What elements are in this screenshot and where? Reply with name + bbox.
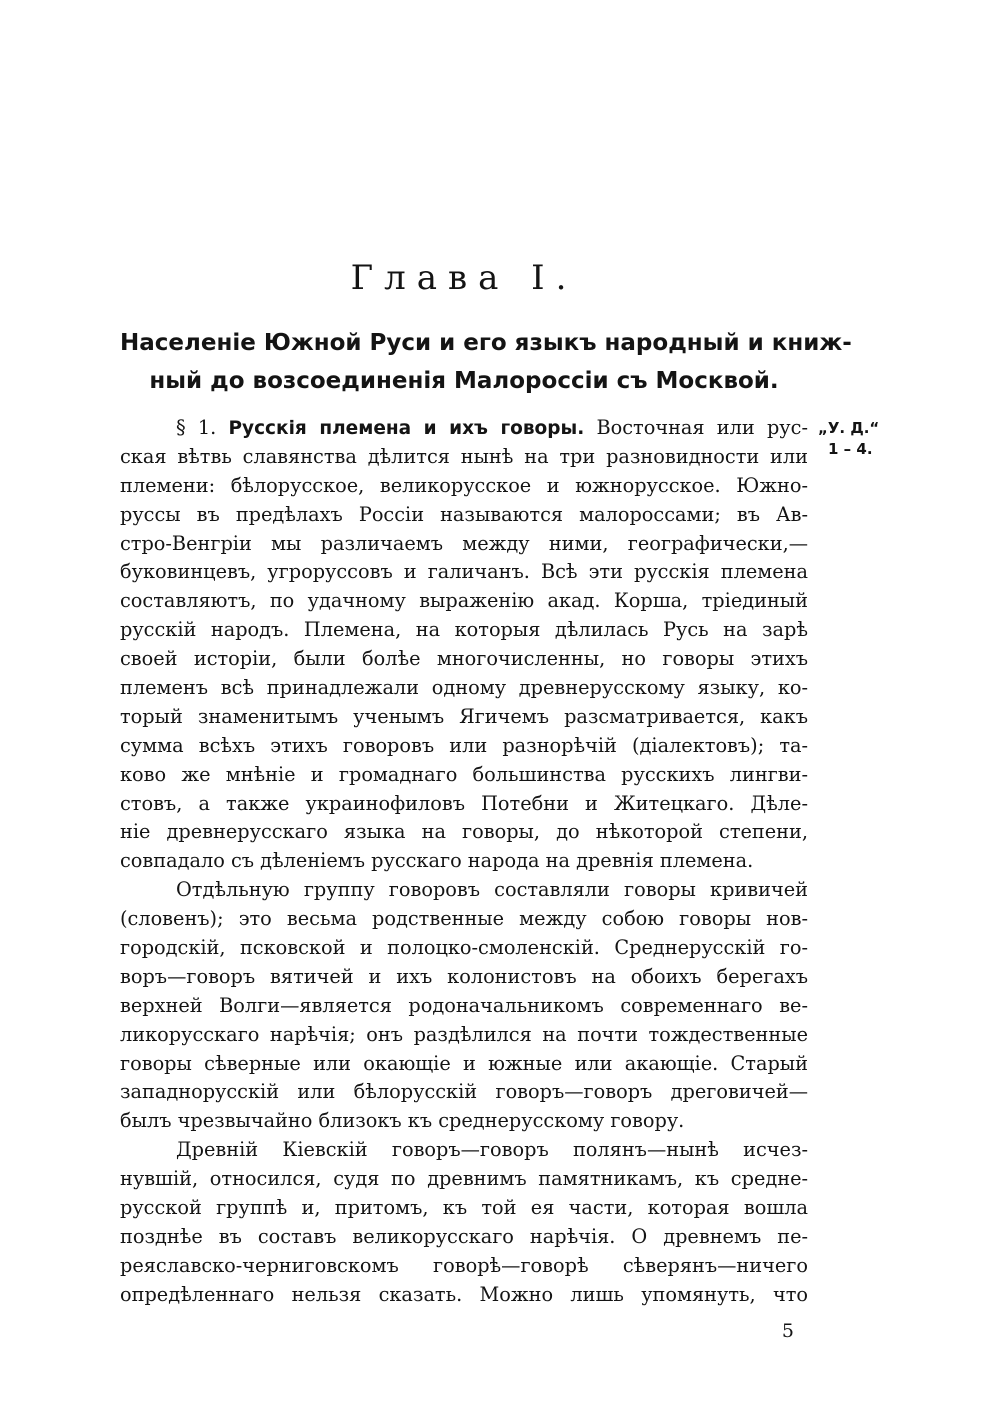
text-line: совпадало съ дѣленіемъ русскаго народа на древнія племена. [120, 849, 754, 873]
text-line: (словенъ); это весьма родственные между собою говоры нов- [120, 907, 808, 931]
text-line: руссы въ предѣлахъ Россіи называются малороссами; въ Ав- [120, 502, 808, 526]
margin-note-line: „У. Д.“ [818, 419, 880, 437]
text-line: ніе древнерусскаго языка на говоры, до нѣкоторой степени, [120, 820, 808, 844]
chapter-subtitle [120, 324, 852, 400]
text-line: позднѣе въ составъ великорусскаго нарѣчія. О древнемъ пе- [120, 1224, 808, 1248]
text-line: ликорусскаго нарѣчія; онъ раздѣлился на почти тождественные [120, 1022, 808, 1046]
page-number: 5 [781, 1320, 794, 1342]
text-line: городскій, псковской и полоцко-смоленскій. Среднерусскій го- [120, 936, 808, 960]
text-line: говоры сѣверные или окающіе и южные или акающіе. Старый [120, 1051, 808, 1075]
text-line: западнорусскій или бѣлорусскій говоръ—говоръ дреговичей— [120, 1080, 808, 1104]
text-line: русскій народъ. Племена, на которыя дѣлилась Русь на зарѣ [120, 618, 808, 642]
text-line: племенъ всѣ принадлежали одному древнерусскому языку, ко- [120, 676, 808, 700]
text-line: ково же мнѣніе и громаднаго большинства русскихъ лингви- [120, 762, 808, 786]
text-line: племени: бѣлорусское, великорусское и южнорусское. Южно- [120, 473, 808, 497]
chapter-subtitle-line: Населеніе Южной Руси и его языкъ народный и книж- [120, 330, 852, 356]
text-line-fragment: Восточная или рус- [596, 416, 808, 439]
text-line: буковинцевъ, угроруссовъ и галичанъ. Всѣ эти русскія племена [120, 560, 808, 584]
text-line: составляютъ, по удачному выраженію акад. Корша, тріединый [120, 589, 808, 613]
text-line: торый знаменитымъ ученымъ Ягичемъ разсматривается, какъ [120, 704, 808, 728]
section-marker: § 1. [176, 416, 217, 439]
text-line: ская вѣтвь славянства дѣлится нынѣ на три разновидности или [120, 444, 808, 468]
text-line: воръ—говоръ вятичей и ихъ колонистовъ на обоихъ берегахъ [120, 964, 808, 988]
section-heading: Русскія племена и ихъ говоры. [228, 418, 585, 439]
chapter-title: Глава I. [350, 258, 578, 298]
text-line: верхней Волги—является родоначальникомъ современнаго ве- [120, 993, 808, 1017]
body-text [120, 414, 808, 1310]
text-line: русской группѣ и, притомъ, къ той ея части, которая вошла [120, 1196, 808, 1220]
chapter-subtitle-line: ный до возсоединенія Малороссіи съ Москвой. [149, 368, 779, 394]
text-line: сумма всѣхъ этихъ говоровъ или разнорѣчій (діалектовъ); та- [120, 733, 808, 757]
text-line: стро-Венгріи мы различаемъ между ними, географически,— [120, 531, 808, 555]
text-line: реяславско-черниговскомъ говорѣ—говорѣ сѣверянъ—ничего [120, 1253, 808, 1277]
margin-note [818, 418, 898, 460]
text-line: нувшій, относился, судя по древнимъ памятникамъ, къ средне- [120, 1167, 808, 1191]
text-line: Отдѣльную группу говоровъ составляли говоры кривичей [176, 878, 808, 902]
text-line: своей исторіи, были болѣе многочисленны, но говоры этихъ [120, 647, 808, 671]
section-first-line [120, 414, 808, 443]
text-line: опредѣленнаго нельзя сказать. Можно лишь упомянуть, что [120, 1282, 808, 1306]
text-line: Древній Кіевскій говоръ—говоръ полянъ—нынѣ исчез- [176, 1138, 808, 1162]
text-line: стовъ, а также украинофиловъ Потебни и Житецкаго. Дѣле- [120, 791, 808, 815]
margin-note-line: 1 – 4. [828, 440, 873, 458]
text-line: былъ чрезвычайно близокъ къ среднерусскому говору. [120, 1109, 685, 1133]
